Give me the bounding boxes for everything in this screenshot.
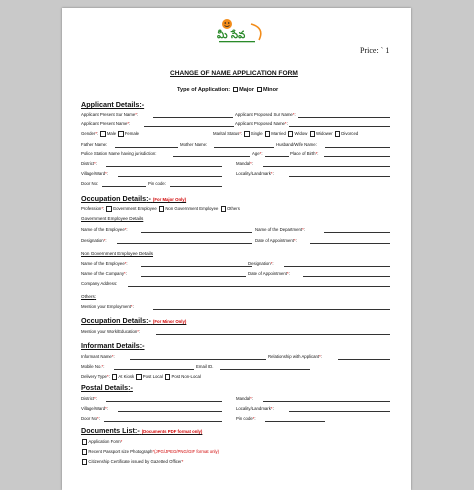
doc-item-photograph: Recent Passport size Photograph*(JPG/JPEG/PNG/GIF format only) [81, 449, 219, 455]
proposed-sur-name-field[interactable] [298, 117, 390, 118]
divorced-checkbox[interactable] [335, 131, 340, 136]
postal-door-field[interactable] [104, 421, 222, 422]
meeseva-logo-icon [211, 18, 271, 44]
emp-name-label: Name of the Employee*: [81, 227, 128, 232]
postal-heading: Postal Details:- [81, 383, 133, 392]
designation-field[interactable] [117, 243, 252, 244]
post-nonlocal-checkbox[interactable] [165, 374, 170, 379]
company-address-label: Company Address: [81, 281, 118, 286]
mobile-label: Mobile No.*: [81, 364, 105, 369]
mention-employment-label: Mention your Employment*: [81, 304, 134, 309]
form-page [62, 8, 411, 490]
age-field[interactable] [265, 156, 289, 157]
police-field[interactable] [173, 156, 250, 157]
gov-employee-checkbox[interactable] [106, 206, 111, 211]
postal-mandal-label: Mandal*: [236, 396, 253, 401]
husband-field[interactable] [325, 147, 390, 148]
relationship-field[interactable] [338, 359, 390, 360]
present-sur-name-label: Applicant Present Sur Name*: [81, 112, 139, 117]
locality-label: Locality/Landmark*: [236, 171, 274, 176]
village-field[interactable] [118, 176, 222, 177]
mention-employment-field[interactable] [153, 309, 390, 310]
village-label: Village/Ward*: [81, 171, 109, 176]
postal-pin-label: Pin code*: [236, 416, 256, 421]
ng-emp-name-label: Name of the Employee*: [81, 261, 128, 266]
email-field[interactable] [220, 369, 310, 370]
form-title: CHANGE OF NAME APPLICATION FORM [170, 70, 298, 77]
designation-label-2: Designation*: [248, 261, 274, 266]
widow-checkbox[interactable] [288, 131, 293, 136]
major-checkbox[interactable] [233, 87, 238, 92]
mandal-label: Mandal*: [236, 161, 253, 166]
father-label: Father Name: [81, 142, 108, 147]
pin-field[interactable] [170, 186, 222, 187]
age-label: Age*: [252, 151, 263, 156]
informant-heading: Informant Details:- [81, 341, 145, 350]
applicant-heading: Applicant Details:- [81, 100, 145, 109]
doc-item-citizenship: Citizenship Certificate issued by Gazetted Officer* [81, 459, 183, 465]
minor-checkbox[interactable] [257, 87, 262, 92]
citizenship-checkbox[interactable] [82, 459, 87, 464]
major-label: Major [239, 87, 255, 94]
proposed-sur-name-label: Applicant Proposed Sur Name*: [235, 112, 296, 117]
proposed-name-field[interactable] [289, 126, 390, 127]
photograph-checkbox[interactable] [82, 449, 87, 454]
gender-row: Gender*: Male Female [81, 131, 140, 136]
postal-district-field[interactable] [106, 401, 222, 402]
application-form-checkbox[interactable] [82, 439, 87, 444]
marital-row: Marital Status*: Single Married Widow Widower Divorced [213, 131, 359, 136]
ng-doa-label: Date of Appointment*: [248, 271, 290, 276]
mandal-field[interactable] [263, 166, 390, 167]
proposed-name-label: Applicant Proposed Name*: [235, 121, 288, 126]
female-checkbox[interactable] [118, 131, 123, 136]
company-field[interactable] [141, 276, 246, 277]
pin-label: Pin code: [148, 181, 166, 186]
father-field[interactable] [115, 147, 178, 148]
mobile-field[interactable] [114, 369, 194, 370]
designation-label: Designation*: [81, 238, 107, 243]
application-type [177, 87, 278, 93]
district-field[interactable] [106, 166, 222, 167]
doa-label: Date of Appointment*: [255, 238, 297, 243]
ng-doa-field[interactable] [303, 276, 390, 277]
postal-mandal-field[interactable] [263, 401, 390, 402]
place-birth-field[interactable] [324, 156, 390, 157]
ng-emp-name-field[interactable] [141, 266, 252, 267]
relationship-label: Relationship with Applicant*: [268, 354, 323, 359]
svg-text:మీ సేవ: మీ సేవ [217, 30, 246, 41]
present-name-field[interactable] [144, 126, 234, 127]
place-birth-label: Place of Birth*: [290, 151, 319, 156]
type-label: Type of Application: [177, 87, 231, 94]
dept-label: Name of the Department*: [255, 227, 305, 232]
others-checkbox[interactable] [221, 206, 226, 211]
doc-item-application-form: Application Form* [81, 439, 122, 445]
postal-door-label: Door No*: [81, 416, 100, 421]
nongov-employee-checkbox[interactable] [159, 206, 164, 211]
district-label: District*: [81, 161, 98, 166]
post-local-checkbox[interactable] [136, 374, 141, 379]
widower-checkbox[interactable] [310, 131, 315, 136]
nongov-heading: Non Government Employee Details [81, 251, 154, 256]
dept-field[interactable] [324, 232, 390, 233]
male-checkbox[interactable] [100, 131, 105, 136]
single-checkbox[interactable] [244, 131, 249, 136]
postal-locality-field[interactable] [289, 411, 390, 412]
postal-pin-field[interactable] [265, 421, 325, 422]
postal-village-field[interactable] [118, 411, 222, 412]
occupation-heading: Occupation Details:- (For Major Only) [81, 194, 187, 203]
postal-village-label: Village/Ward*: [81, 406, 109, 411]
doa-field[interactable] [310, 243, 390, 244]
present-sur-name-field[interactable] [153, 117, 233, 118]
mention-work-label: Mention your Work/Education*: [81, 329, 141, 334]
delivery-row: Delivery Type*: At Kiosk Post Local Post Non-Local [81, 374, 201, 379]
present-name-label: Applicant Present Name*: [81, 121, 131, 126]
informant-name-label: Informant Name*: [81, 354, 115, 359]
occupation-minor-heading: Occupation Details:- (For Minor Only) [81, 316, 187, 325]
locality-field[interactable] [289, 176, 390, 177]
door-label: Door No: [81, 181, 99, 186]
postal-locality-label: Locality/Landmark*: [236, 406, 274, 411]
gov-heading: Government Employee Details [81, 216, 144, 221]
profession-row: Profession*: Government Employee Non Government Employee Others [81, 206, 240, 211]
husband-label: Husband/Wife Name: [276, 142, 317, 147]
emp-name-field[interactable] [141, 232, 252, 233]
documents-heading: Documents List:- (Documents PDF format only) [81, 426, 203, 435]
postal-district-label: District*: [81, 396, 98, 401]
company-address-field[interactable] [128, 286, 390, 287]
company-label: Name of the Company*: [81, 271, 127, 276]
email-label: Email ID. [196, 364, 214, 369]
informant-name-field[interactable] [130, 359, 266, 360]
kiosk-checkbox[interactable] [112, 374, 117, 379]
door-field[interactable] [102, 186, 146, 187]
police-label: Police Station Name having jurisdiction: [81, 151, 157, 156]
minor-label: Minor [262, 87, 279, 94]
others-heading: Others: [81, 294, 97, 299]
price-label: Price: ` 1 [360, 46, 390, 55]
mother-field[interactable] [214, 147, 274, 148]
married-checkbox[interactable] [265, 131, 270, 136]
ng-designation-field[interactable] [284, 266, 390, 267]
mother-label: Mother Name: [180, 142, 208, 147]
mention-work-field[interactable] [156, 334, 390, 335]
